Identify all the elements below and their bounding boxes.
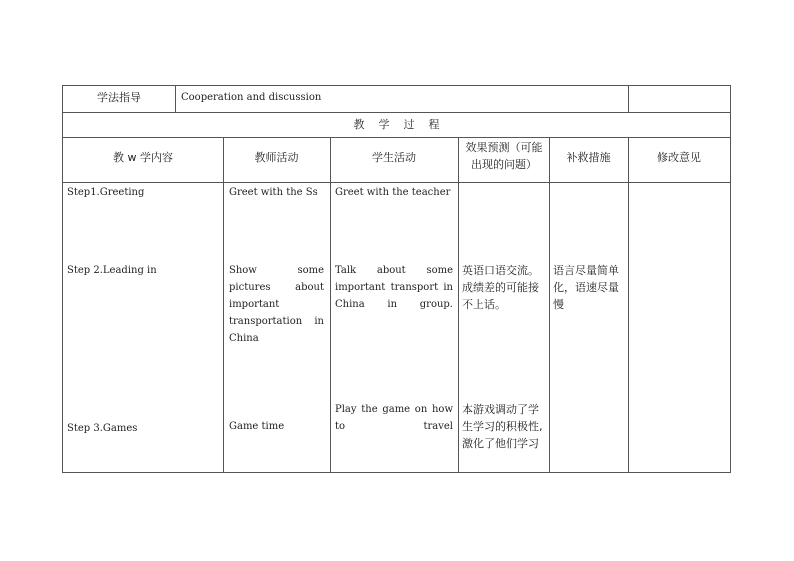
row-divider [63,112,730,113]
column-divider [330,137,331,472]
step3-content: Step 3.Games [67,423,138,434]
step1-content: Step1.Greeting [67,187,145,198]
header-remedy: 补救措施 [566,151,611,164]
header-student: 学生活动 [372,151,416,164]
step1-teacher: Greet with the Ss [229,187,318,198]
step1-student: Greet with the teacher [335,187,451,198]
step2-effect: 英语口语交流。成绩差的可能接不上话。 [462,264,539,311]
header-effect: 效果预测（可能出现的问题） [465,141,543,171]
lesson-plan-table [62,85,731,473]
step2-teacher: Show some pictures about important transportation in China [229,265,324,344]
step2-student: Talk about some important transport in China in group. [335,265,453,310]
column-divider [549,137,550,472]
method-label: 学法指导 [97,91,141,104]
step3-student: Play the game on how to travel [335,404,453,432]
column-divider [175,86,176,112]
column-divider [458,137,459,472]
header-teacher: 教师活动 [254,151,299,164]
step2-remedy: 语言尽量简单化，语速尽量慢 [553,264,619,311]
column-divider [223,137,224,472]
step3-teacher: Game time [229,421,285,432]
step2-content: Step 2.Leading in [67,265,157,276]
method-value: Cooperation and discussion [181,92,322,103]
row-divider [63,182,730,183]
header-content: 教 w 学内容 [113,151,173,164]
header-revision: 修改意见 [657,151,701,164]
column-divider [628,137,629,472]
section-title: 教 学 过 程 [353,118,440,131]
row-divider [63,137,730,138]
column-divider [628,86,629,112]
step3-effect: 本游戏调动了学生学习的积极性,激化了他们学习 [462,403,543,450]
